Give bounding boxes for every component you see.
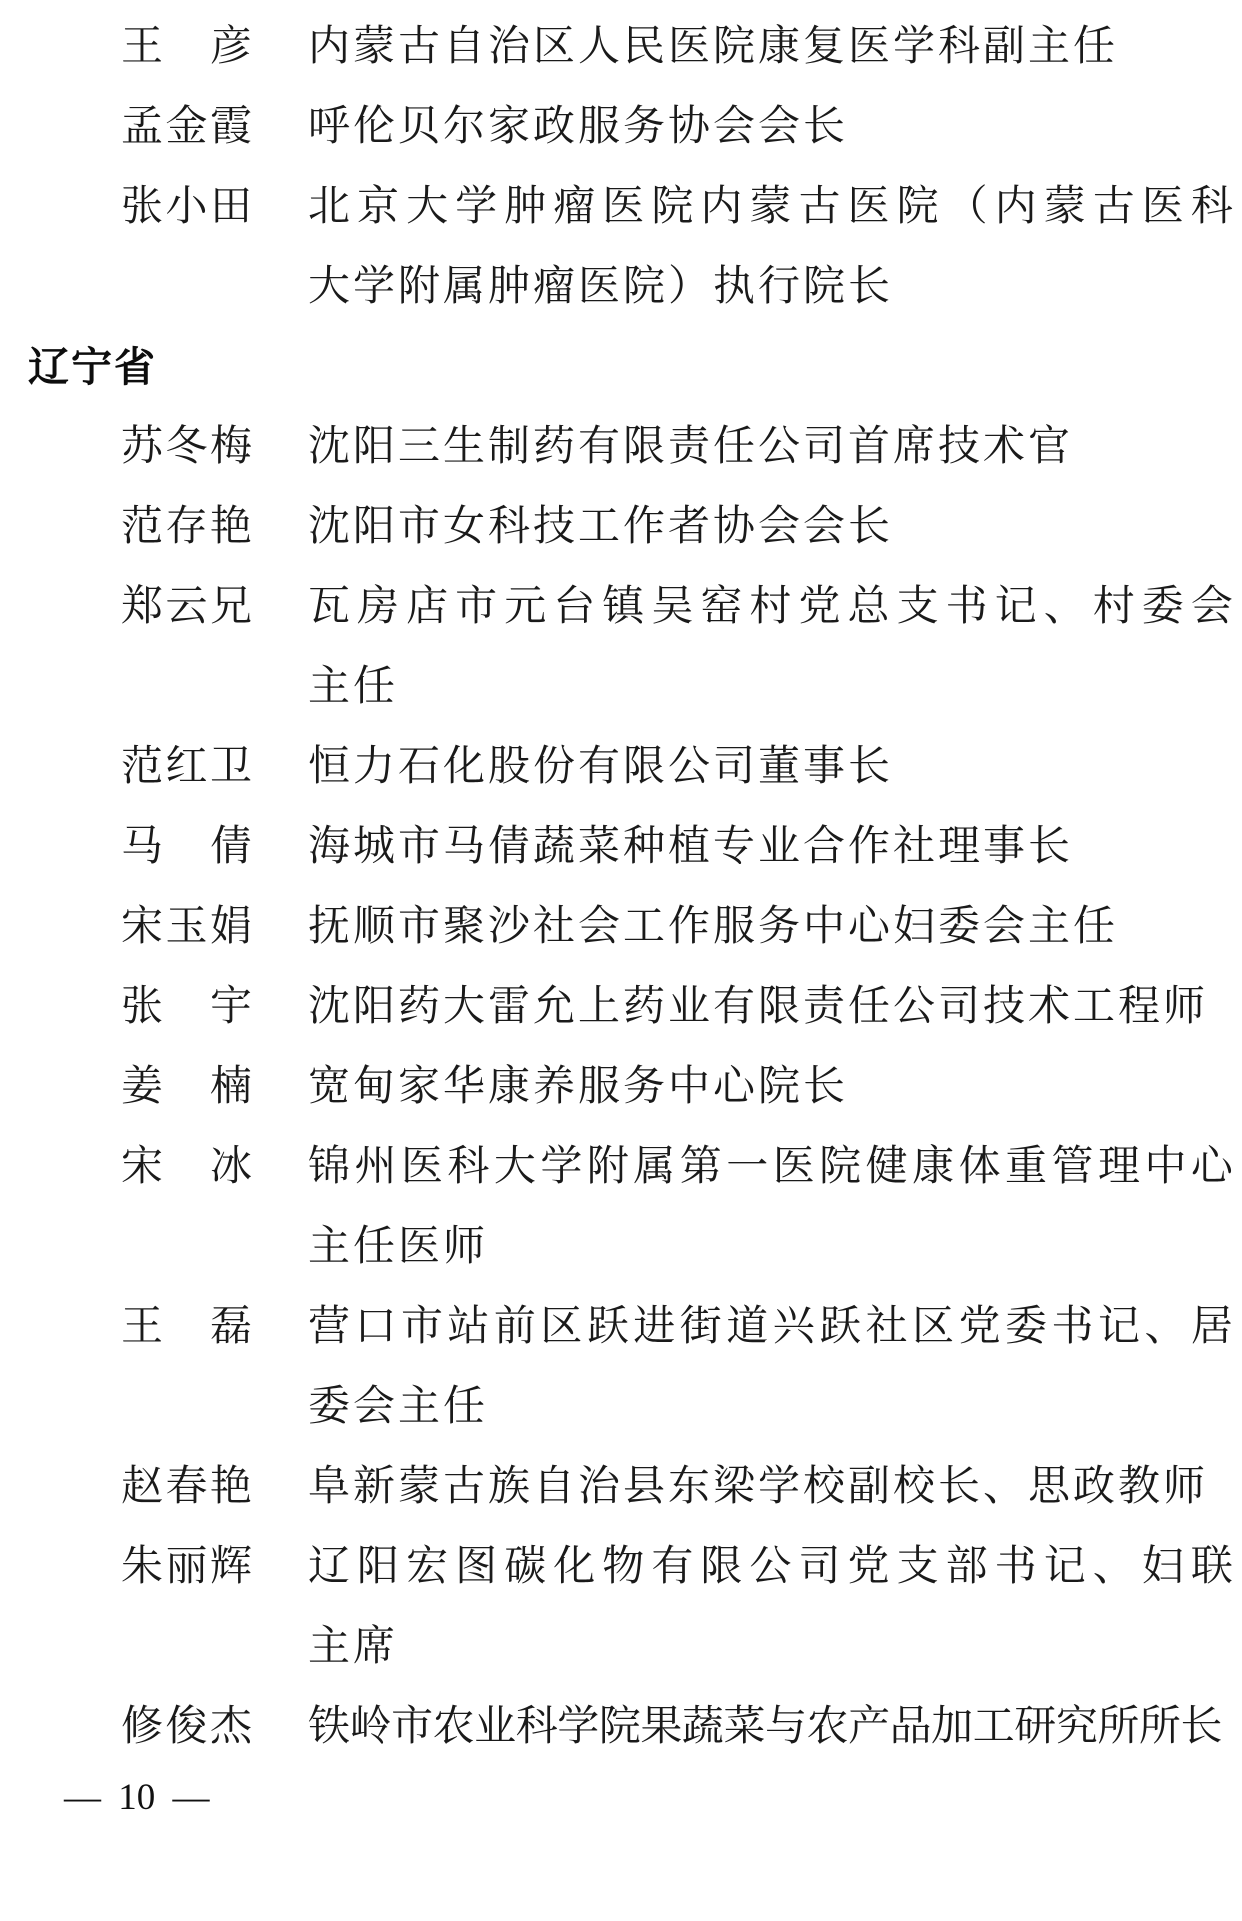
char: 宋: [121, 1144, 164, 1190]
entry-name: [121, 1447, 252, 1527]
char: 锦: [308, 1144, 351, 1190]
entry-row: [0, 567, 1242, 727]
char: 第: [679, 1144, 722, 1190]
char: 居: [1190, 1304, 1233, 1350]
char: 内: [700, 184, 743, 230]
entry-name: [121, 1047, 252, 1127]
char: 杰: [209, 1704, 252, 1750]
char: 学: [455, 184, 498, 230]
char: 艳: [209, 504, 252, 550]
char: 范: [121, 744, 164, 790]
char: 站: [447, 1304, 490, 1350]
char: 、: [1092, 1544, 1135, 1590]
char: 大: [493, 1144, 536, 1190]
char: 院: [819, 1144, 862, 1190]
char: 楠: [209, 1064, 252, 1110]
char: 学: [540, 1144, 583, 1190]
char: 吴: [651, 584, 694, 630]
title-line: 沈阳三生制药有限责任公司首席技术官: [308, 424, 1074, 470]
entry-row: [0, 407, 1242, 487]
title-line: [308, 1287, 1233, 1367]
entry-row: [0, 727, 1242, 807]
entry-name: [121, 1127, 252, 1207]
char: 俊: [165, 1704, 208, 1750]
page-number: — 10 —: [64, 1777, 210, 1818]
entry-title: [308, 487, 1233, 567]
char: 附: [586, 1144, 629, 1190]
entry-title: [308, 567, 1233, 727]
char: 街: [679, 1304, 722, 1350]
char: 科: [1190, 184, 1233, 230]
entry-name: [121, 807, 252, 887]
char: 中: [1144, 1144, 1187, 1190]
char: 郑: [121, 584, 164, 630]
char: 物: [602, 1544, 645, 1590]
entry-name: [121, 167, 252, 247]
char: 市: [400, 1304, 443, 1350]
char: 党: [847, 1544, 890, 1590]
char: 古: [798, 184, 841, 230]
char: 兄: [209, 584, 252, 630]
entry-title: [308, 807, 1233, 887]
char: 张: [121, 984, 164, 1030]
entry-name: [121, 1287, 252, 1367]
entry-title: [308, 407, 1233, 487]
char: 艳: [209, 1464, 252, 1510]
char: 冬: [165, 424, 208, 470]
section-heading: 辽宁省: [28, 344, 157, 390]
char: 古: [1092, 184, 1135, 230]
char: 理: [1097, 1144, 1140, 1190]
title-line: 抚顺市聚沙社会工作服务中心妇委会主任: [308, 904, 1119, 950]
char: 体: [958, 1144, 1001, 1190]
char: 宇: [209, 984, 252, 1030]
char: 姜: [121, 1064, 164, 1110]
char: （: [945, 184, 988, 230]
char: 、: [1043, 584, 1086, 630]
char: 彦: [209, 24, 252, 70]
char: 院: [651, 184, 694, 230]
char: 丽: [165, 1544, 208, 1590]
char: 公: [749, 1544, 792, 1590]
char: 有: [651, 1544, 694, 1590]
title-line: 呼伦贝尔家政服务协会会长: [308, 104, 849, 150]
char: 宋: [121, 904, 164, 950]
char: 小: [165, 184, 208, 230]
entry-row: [0, 487, 1242, 567]
entry-title: [308, 7, 1233, 87]
char: 瘤: [553, 184, 596, 230]
entry-title: [308, 727, 1233, 807]
char: 联: [1190, 1544, 1233, 1590]
char: 委: [1141, 584, 1184, 630]
entry-row: [0, 887, 1242, 967]
char: 京: [357, 184, 400, 230]
char: 委: [1005, 1304, 1048, 1350]
char: 限: [700, 1544, 743, 1590]
char: 马: [121, 824, 164, 870]
char: 店: [406, 584, 449, 630]
title-line: 阜新蒙古族自治县东梁学校副校长、思政教师: [308, 1464, 1209, 1510]
char: 卫: [209, 744, 252, 790]
char: 苏: [121, 424, 164, 470]
entry-title: [308, 87, 1233, 167]
char: 州: [354, 1144, 397, 1190]
char: 王: [121, 1304, 164, 1350]
char: 孟: [121, 104, 164, 150]
char: 区: [540, 1304, 583, 1350]
char: 记: [994, 584, 1037, 630]
title-line: 委会主任: [308, 1384, 489, 1430]
char: 市: [455, 584, 498, 630]
char: 属: [633, 1144, 676, 1190]
char: 部: [945, 1544, 988, 1590]
char: 党: [798, 584, 841, 630]
char: 修: [121, 1704, 164, 1750]
entry-name: [121, 727, 252, 807]
char: 蒙: [749, 184, 792, 230]
char: 娟: [209, 904, 252, 950]
title-line: [308, 1527, 1233, 1607]
char: 窑: [700, 584, 743, 630]
entry-name: [121, 567, 252, 647]
title-line: 沈阳药大雷允上药业有限责任公司技术工程师: [308, 984, 1209, 1030]
char: 元: [504, 584, 547, 630]
char: 口: [354, 1304, 397, 1350]
char: 医: [772, 1144, 815, 1190]
title-line: 主任: [308, 664, 399, 710]
char: 党: [958, 1304, 1001, 1350]
char: 医: [400, 1144, 443, 1190]
entry-name: [121, 967, 252, 1047]
entry-row: [0, 1127, 1242, 1287]
char: 碳: [504, 1544, 547, 1590]
entry-title: [308, 967, 1233, 1047]
char: 、: [1144, 1304, 1187, 1350]
char: 会: [1190, 584, 1233, 630]
char: 肿: [504, 184, 547, 230]
entry-title: [308, 1687, 1233, 1767]
char: 进: [633, 1304, 676, 1350]
entry-row: [0, 1527, 1242, 1687]
char: 春: [165, 1464, 208, 1510]
entry-name: [121, 407, 252, 487]
char: 田: [209, 184, 252, 230]
entry-name: [121, 1527, 252, 1607]
char: 前: [493, 1304, 536, 1350]
char: 范: [121, 504, 164, 550]
char: 康: [912, 1144, 955, 1190]
char: 霞: [209, 104, 252, 150]
document-content: [0, 7, 1242, 1767]
char: 支: [896, 584, 939, 630]
entry-name: [121, 7, 252, 87]
title-line: 宽甸家华康养服务中心院长: [308, 1064, 849, 1110]
char: 镇: [602, 584, 645, 630]
entry-row: [0, 807, 1242, 887]
char: 兴: [772, 1304, 815, 1350]
char: 北: [308, 184, 351, 230]
entry-name: [121, 887, 252, 967]
entry-name: [121, 1687, 252, 1767]
char: 妇: [1141, 1544, 1184, 1590]
char: 图: [455, 1544, 498, 1590]
char: 梅: [209, 424, 252, 470]
entry-title: [308, 1047, 1233, 1127]
entry-row: [0, 7, 1242, 87]
title-line: 海城市马倩蔬菜种植专业合作社理事长: [308, 824, 1074, 870]
entry-row: [0, 967, 1242, 1047]
title-line: 内蒙古自治区人民医院康复医学科副主任: [308, 24, 1119, 70]
char: 村: [749, 584, 792, 630]
char: 玉: [165, 904, 208, 950]
char: 支: [896, 1544, 939, 1590]
char: 一: [726, 1144, 769, 1190]
char: 瓦: [308, 584, 351, 630]
title-line: 沈阳市女科技工作者协会会长: [308, 504, 894, 550]
char: 蒙: [1043, 184, 1086, 230]
char: 跃: [586, 1304, 629, 1350]
char: 书: [945, 584, 988, 630]
title-line: [308, 167, 1233, 247]
entry-title: [308, 1127, 1233, 1287]
char: 朱: [121, 1544, 164, 1590]
title-line: 大学附属肿瘤医院）执行院长: [308, 264, 894, 310]
char: 健: [865, 1144, 908, 1190]
entry-row: [0, 167, 1242, 327]
char: 记: [1043, 1544, 1086, 1590]
entry-title: [308, 167, 1233, 327]
entry-row: [0, 1687, 1242, 1767]
title-line: 铁岭市农业科学院果蔬菜与农产品加工研究所所长: [308, 1704, 1223, 1750]
entry-title: [308, 1527, 1233, 1687]
char: 红: [165, 744, 208, 790]
title-line: [308, 567, 1233, 647]
char: 宏: [406, 1544, 449, 1590]
char: 赵: [121, 1464, 164, 1510]
char: 医: [1141, 184, 1184, 230]
entry-name: [121, 87, 252, 167]
char: 王: [121, 24, 164, 70]
char: 科: [447, 1144, 490, 1190]
char: 区: [912, 1304, 955, 1350]
entry-row: [0, 1447, 1242, 1527]
char: 大: [406, 184, 449, 230]
entry-row: [0, 87, 1242, 167]
char: 磊: [209, 1304, 252, 1350]
char: 村: [1092, 584, 1135, 630]
entry-row: [0, 1047, 1242, 1127]
char: 道: [726, 1304, 769, 1350]
char: 书: [994, 1544, 1037, 1590]
title-line: 恒力石化股份有限公司董事长: [308, 744, 894, 790]
char: 院: [896, 184, 939, 230]
entry-title: [308, 1287, 1233, 1447]
char: 跃: [819, 1304, 862, 1350]
char: 心: [1190, 1144, 1233, 1190]
char: 记: [1097, 1304, 1140, 1350]
char: 台: [553, 584, 596, 630]
entry-title: [308, 1447, 1233, 1527]
char: 书: [1051, 1304, 1094, 1350]
char: 医: [847, 184, 890, 230]
char: 张: [121, 184, 164, 230]
char: 医: [602, 184, 645, 230]
char: 营: [308, 1304, 351, 1350]
char: 管: [1051, 1144, 1094, 1190]
char: 辽: [308, 1544, 351, 1590]
char: 社: [865, 1304, 908, 1350]
char: 金: [165, 104, 208, 150]
entry-name: [121, 487, 252, 567]
char: 化: [553, 1544, 596, 1590]
char: 司: [798, 1544, 841, 1590]
char: 云: [165, 584, 208, 630]
char: 倩: [209, 824, 252, 870]
char: 冰: [209, 1144, 252, 1190]
char: 内: [994, 184, 1037, 230]
char: 阳: [357, 1544, 400, 1590]
char: 存: [165, 504, 208, 550]
char: 辉: [209, 1544, 252, 1590]
entry-title: [308, 887, 1233, 967]
title-line: [308, 1127, 1233, 1207]
char: 房: [357, 584, 400, 630]
title-line: 主席: [308, 1624, 399, 1670]
char: 总: [847, 584, 890, 630]
title-line: 主任医师: [308, 1224, 489, 1270]
entry-row: [0, 1287, 1242, 1447]
char: 重: [1005, 1144, 1048, 1190]
